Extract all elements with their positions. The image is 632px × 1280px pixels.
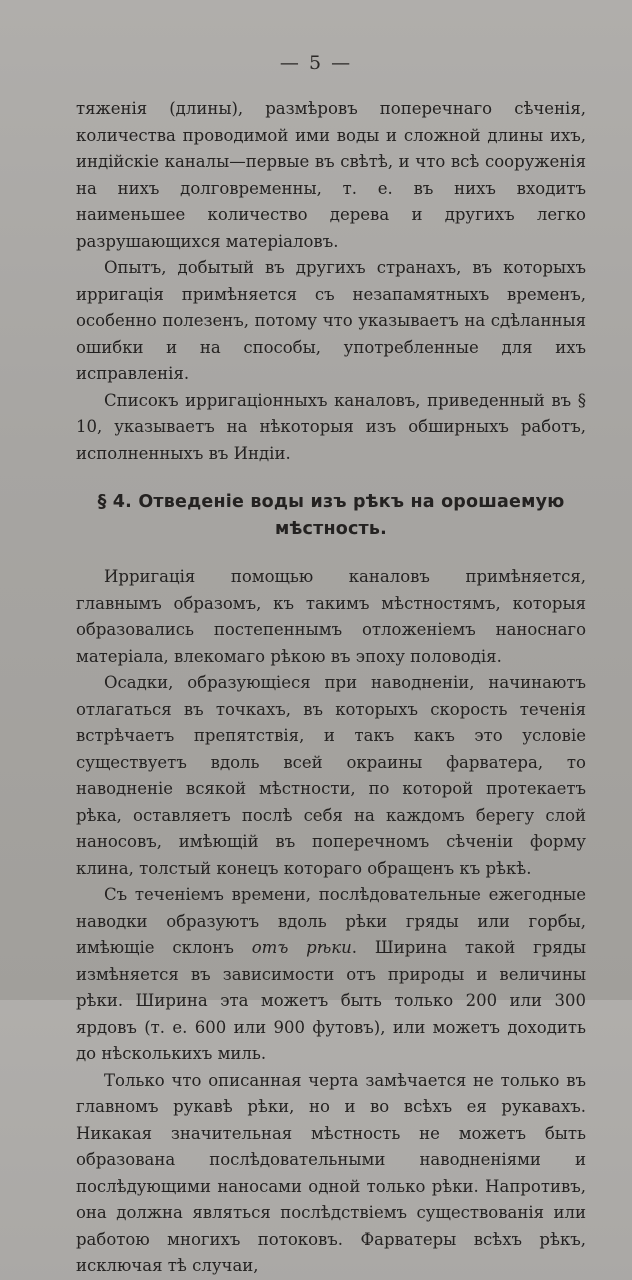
page-number: — 5 —: [279, 52, 353, 74]
paragraph-irrigation: Ирригація помощью каналовъ примѣняется, главнымъ образомъ, къ такимъ мѣстностямъ, которыя образовались постепеннымъ отложеніемъ наноснаго матеріала, влекомаго рѣкою въ эпоху половодія.: [76, 567, 586, 666]
paragraph-sediments: Осадки, образующіеся при наводненіи, начинаютъ отлагаться въ точкахъ, въ которыхъ скорость теченія встрѣчаетъ препятствія, и такъ какъ это условіе существуетъ вдоль всей окраины фарватера, то наводненіе всякой мѣстности, по которой протекаетъ рѣка, оставляетъ послѣ себя на каждомъ берегу слой наносовъ, имѣющій въ поперечномъ сѣченіи форму клина, толстый конецъ котораго обращенъ къ рѣкѣ.: [76, 673, 586, 878]
paragraph-continued: тяженія (длины), размѣровъ поперечнаго сѣченія, количества проводимой ими воды и сложной длины ихъ, индійскіе каналы—первые въ свѣтѣ, и что всѣ сооруженія на нихъ долговременны, т. е. въ нихъ входитъ наименьшее количество дерева и другихъ легко разрушающихся матеріаловъ.: [76, 99, 586, 251]
paragraph-canal-list: Списокъ ирригаціонныхъ каналовъ, приведенный въ § 10, указываетъ на нѣкоторыя изъ обширныхъ работъ, исполненныхъ въ Индіи.: [76, 390, 586, 463]
paragraph-ridges-text-end: . Ширина такой гряды измѣняется въ зависимости отъ природы и величины рѣки. Ширина эта можетъ быть только 200 или 300 ярдовъ (т. е. 600 или 900 футовъ), или можетъ доходить до нѣсколькихъ миль.: [76, 938, 586, 1063]
paragraph-ridges-text-start: Съ теченіемъ времени, послѣдовательные ежегодные наводки образуютъ вдоль рѣки гряды или горбы, имѣющіе склонъ: [76, 885, 586, 957]
paragraph-branches: Только что описанная черта замѣчается не только въ главномъ рукавѣ рѣки, но и во всѣхъ ея рукавахъ. Никакая значительная мѣстность не можетъ быть образована послѣдовательными наводненіями и послѣдующими наносами одной только рѣки. Напротивъ, она должна являться послѣдствіемъ существованія или работою многихъ потоковъ. Фарватеры всѣхъ рѣкъ, исключая тѣ случаи,: [76, 1070, 586, 1275]
page-body: [76, 96, 586, 1280]
section-heading: § 4. Отведеніе воды изъ рѣкъ на орошаемую мѣстность.: [97, 492, 565, 539]
paragraph-experience: Опытъ, добытый въ другихъ странахъ, въ которыхъ ирригація примѣняется съ незапамятныхъ временъ, особенно полезенъ, потому что указываетъ на сдѣланныя ошибки и на способы, употребленные для ихъ исправленія.: [76, 258, 586, 383]
paragraph-ridges: [76, 882, 586, 1068]
emphasized-phrase: отъ рѣки: [251, 938, 352, 957]
